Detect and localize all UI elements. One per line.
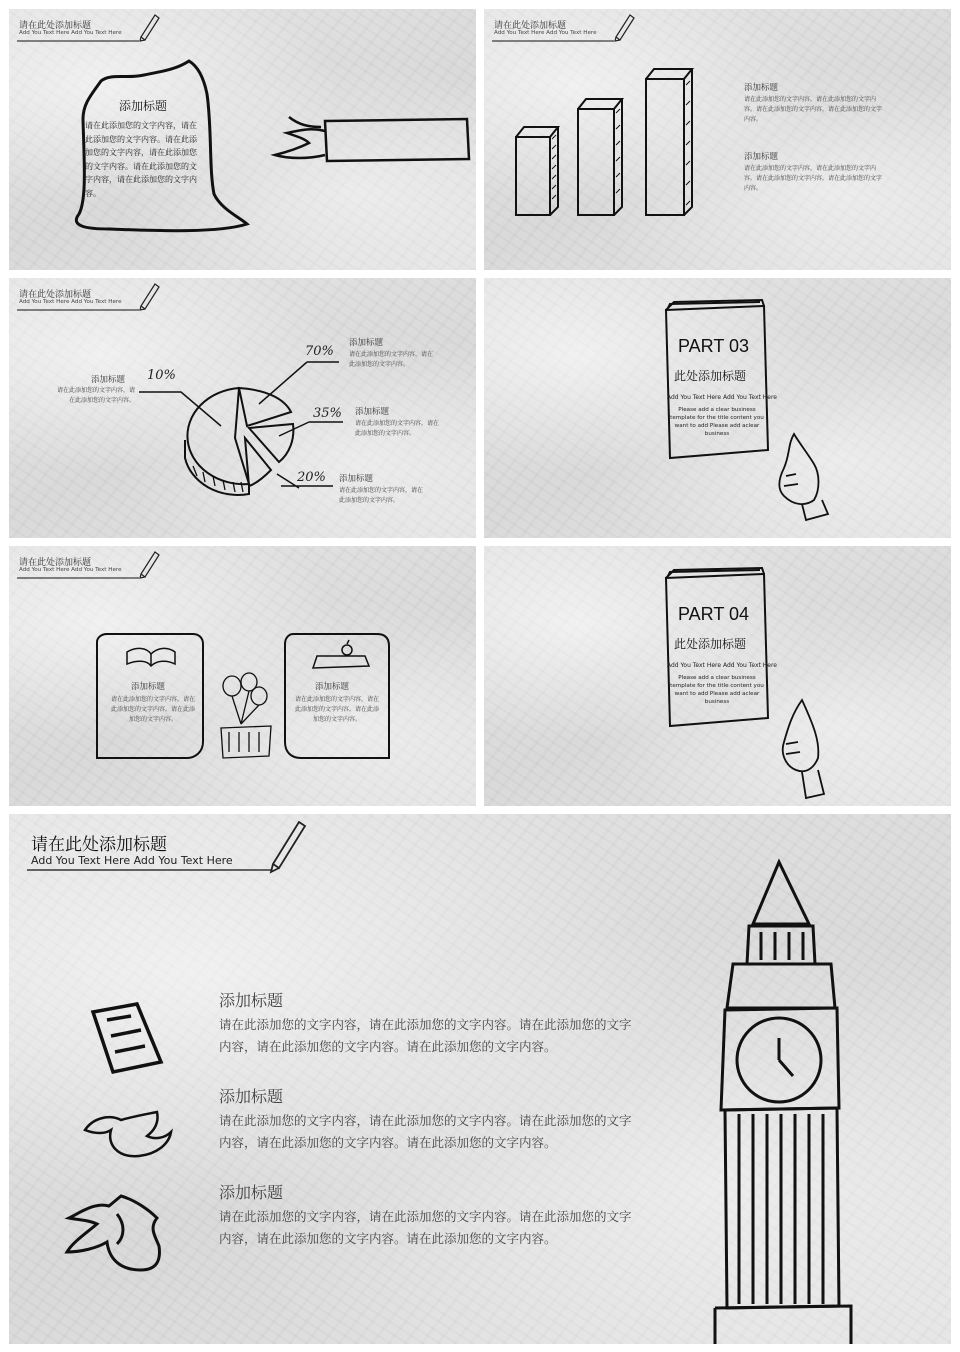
left-body: 请在此添加您的文字内容，请在此添加您的文字内容。 [56,387,135,404]
header-subtitle: Add You Text Here Add You Text Here [494,30,597,36]
pct-35-label: 35% [313,406,342,421]
part-title: 此处添加标题 [674,637,747,651]
pct-20-label: 20% [297,470,326,485]
slide-5-drawings [9,546,476,806]
sack-heading: 添加标题 [119,99,168,113]
item-2-body: 请在此添加您的文字内容，请在此添加您的文字内容。请在此添加您的文字内容，请在此添加您的文字内容。 [744,165,883,192]
bar-1 [516,127,558,215]
right-card-heading: 添加标题 [315,682,350,692]
header-subtitle: Add You Text Here Add You Text Here [19,30,122,36]
slide-2[interactable] [484,9,951,270]
slide-6[interactable] [484,546,951,806]
pct-70-label: 70% [305,344,334,359]
r1-body: 请在此添加您的文字内容，请在此添加您的文字内容。 [349,351,434,368]
bird-icon [85,1112,171,1156]
left-card-heading: 添加标题 [131,682,166,692]
header-title: 请在此处添加标题 [19,21,92,31]
book-apple-icon [313,640,369,668]
r3-body: 请在此添加您的文字内容，请在此添加您的文字内容。 [339,487,424,504]
header-title: 请在此处添加标题 [31,835,167,855]
item-1-heading: 添加标题 [219,991,284,1010]
left-heading: 添加标题 [91,375,126,385]
item-1-heading: 添加标题 [744,83,779,93]
document-icon [93,1004,161,1072]
left-card-body: 请在此添加您的文字内容，请在此添加您的文字内容。请在此添加您的文字内容。 [110,696,195,723]
slide-1-drawings [9,9,476,270]
pct-10-label: 10% [147,368,176,383]
item-2-body: 请在此添加您的文字内容，请在此添加您的文字内容。请在此添加您的文字内容，请在此添加您的文字内容。请在此添加您的文字内容。 [219,1113,632,1150]
hand-icon [67,1196,159,1270]
bar-chart-sketch [516,69,692,215]
r1-heading: 添加标题 [349,338,384,348]
r2-heading: 添加标题 [355,407,390,417]
item-3-body: 请在此添加您的文字内容，请在此添加您的文字内容。请在此添加您的文字内容，请在此添加您的文字内容。请在此添加您的文字内容。 [219,1209,632,1246]
pencil-icon [140,15,159,41]
item-1-body: 请在此添加您的文字内容，请在此添加您的文字内容。请在此添加您的文字内容，请在此添加您的文字内容。 [744,96,883,123]
pencil-icon [615,15,634,41]
pie-chart-sketch [185,388,293,495]
bar-3 [646,69,692,215]
part-subtitle: Add You Text Here Add You Text Here [667,394,777,401]
pencil-icon [140,284,159,310]
slide-7[interactable] [9,814,951,1344]
part-description: Please add a clear business template for the title content you want to add Please add aclear business [670,407,764,437]
r2-body: 请在此添加您的文字内容，请在此添加您的文字内容。 [355,420,440,437]
part-subtitle: Add You Text Here Add You Text Here [667,662,777,669]
slide-4[interactable] [484,278,951,538]
header-title: 请在此处添加标题 [494,21,567,31]
pointing-hand-icon [779,434,828,520]
torch-hand-icon [275,117,469,161]
slide-2-drawings [484,9,951,270]
item-1-body: 请在此添加您的文字内容，请在此添加您的文字内容。请在此添加您的文字内容，请在此添加您的文字内容。请在此添加您的文字内容。 [219,1017,632,1054]
header-subtitle: Add You Text Here Add You Text Here [19,567,122,573]
part-description: Please add a clear business template for the title content you want to add Please add aclear business [670,675,764,705]
item-2-heading: 添加标题 [219,1087,284,1106]
pointing-hand-icon [783,700,824,798]
header-title: 请在此处添加标题 [19,558,92,568]
r3-heading: 添加标题 [339,474,374,484]
header-title: 请在此处添加标题 [19,290,92,300]
slide-5[interactable] [9,546,476,806]
bar-2 [578,99,622,215]
book-open-icon [127,648,175,666]
right-card-body: 请在此添加您的文字内容，请在此添加您的文字内容。请在此添加您的文字内容。 [294,696,379,723]
item-2-heading: 添加标题 [744,152,779,162]
part-label: PART 03 [678,336,750,356]
slide-7-drawings [9,814,951,1344]
pencil-icon [271,822,305,872]
part-title: 此处添加标题 [674,369,747,383]
sack-body: 请在此添加您的文字内容，请在此添加您的文字内容。请在此添加您的文字内容，请在此添加您的文字内容。请在此添加您的文字内容，请在此添加您的文字内容。 [85,121,197,198]
slide-1[interactable] [9,9,476,270]
item-3-heading: 添加标题 [219,1183,284,1202]
header-subtitle: Add You Text Here Add You Text Here [19,299,122,305]
balloon-bag-icon [221,673,271,758]
big-ben-icon [715,862,851,1344]
slide-3[interactable] [9,278,476,538]
pencil-icon [140,552,159,578]
part-label: PART 04 [678,604,750,624]
header-subtitle: Add You Text Here Add You Text Here [31,854,233,867]
